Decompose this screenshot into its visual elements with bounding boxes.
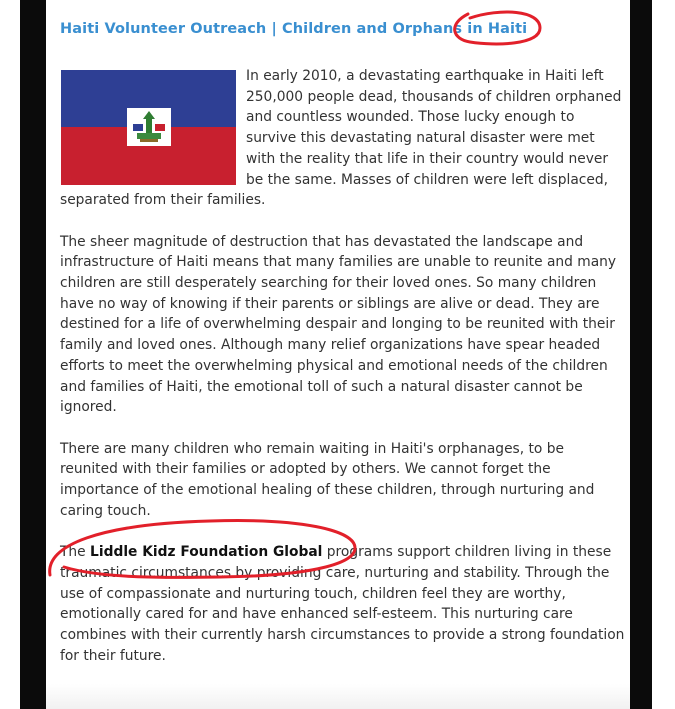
intro-paragraph: In early 2010, a devastating earthquake in Haiti left 250,000 people dead, thousands of children orphaned and countless wounded. Those lucky enough to survive this devastating natural disaster were met with the reality that life in their country would never be the same. Masses of children were left displaced, separated from their families. bbox=[60, 68, 622, 209]
foundation-name: Liddle Kidz Foundation Global bbox=[90, 544, 323, 561]
orphanages-paragraph: There are many children who remain waiting in Haiti's orphanages, to be reunited with their families or adopted by others. We cannot forget the importance of the emotional healing of these children, through nurturing and caring touch. bbox=[60, 440, 595, 519]
right-dark-border bbox=[630, 0, 652, 709]
destruction-paragraph: The sheer magnitude of destruction that has devastated the landscape and infrastructure of Haiti means that many families are unable to reunite and many children are still desperately searching for their loved ones. So many children have no way of knowing if their parents or siblings are alive or dead. They are destined for a life of overwhelming despair and longing to be reunited with their family and loved ones. Although many relief organizations have spear headed efforts to meet the overwhelming physical and emotional needs of the children and families of Haiti, the emotional toll of such a natural disaster cannot be ignored. bbox=[60, 233, 617, 416]
foundation-suffix: programs support children living in these traumatic circumstances by providing care, nurturing and stability. Through the use of compassionate and nurturing touch, children feel they are worthy, emotionally cared for and have enhanced self-esteem. This nurturing care combines with their currently harsh circumstances to provide a strong foundation for their future. bbox=[60, 544, 625, 664]
left-dark-border bbox=[20, 0, 46, 709]
article-body bbox=[60, 66, 626, 687]
article-title: Haiti Volunteer Outreach | Children and Orphans in Haiti bbox=[60, 21, 528, 37]
article-page bbox=[46, 0, 630, 709]
foundation-prefix: The bbox=[60, 544, 91, 561]
flag-float-spacer bbox=[60, 66, 234, 186]
foundation-paragraph bbox=[60, 542, 626, 666]
bottom-fade bbox=[46, 684, 630, 709]
